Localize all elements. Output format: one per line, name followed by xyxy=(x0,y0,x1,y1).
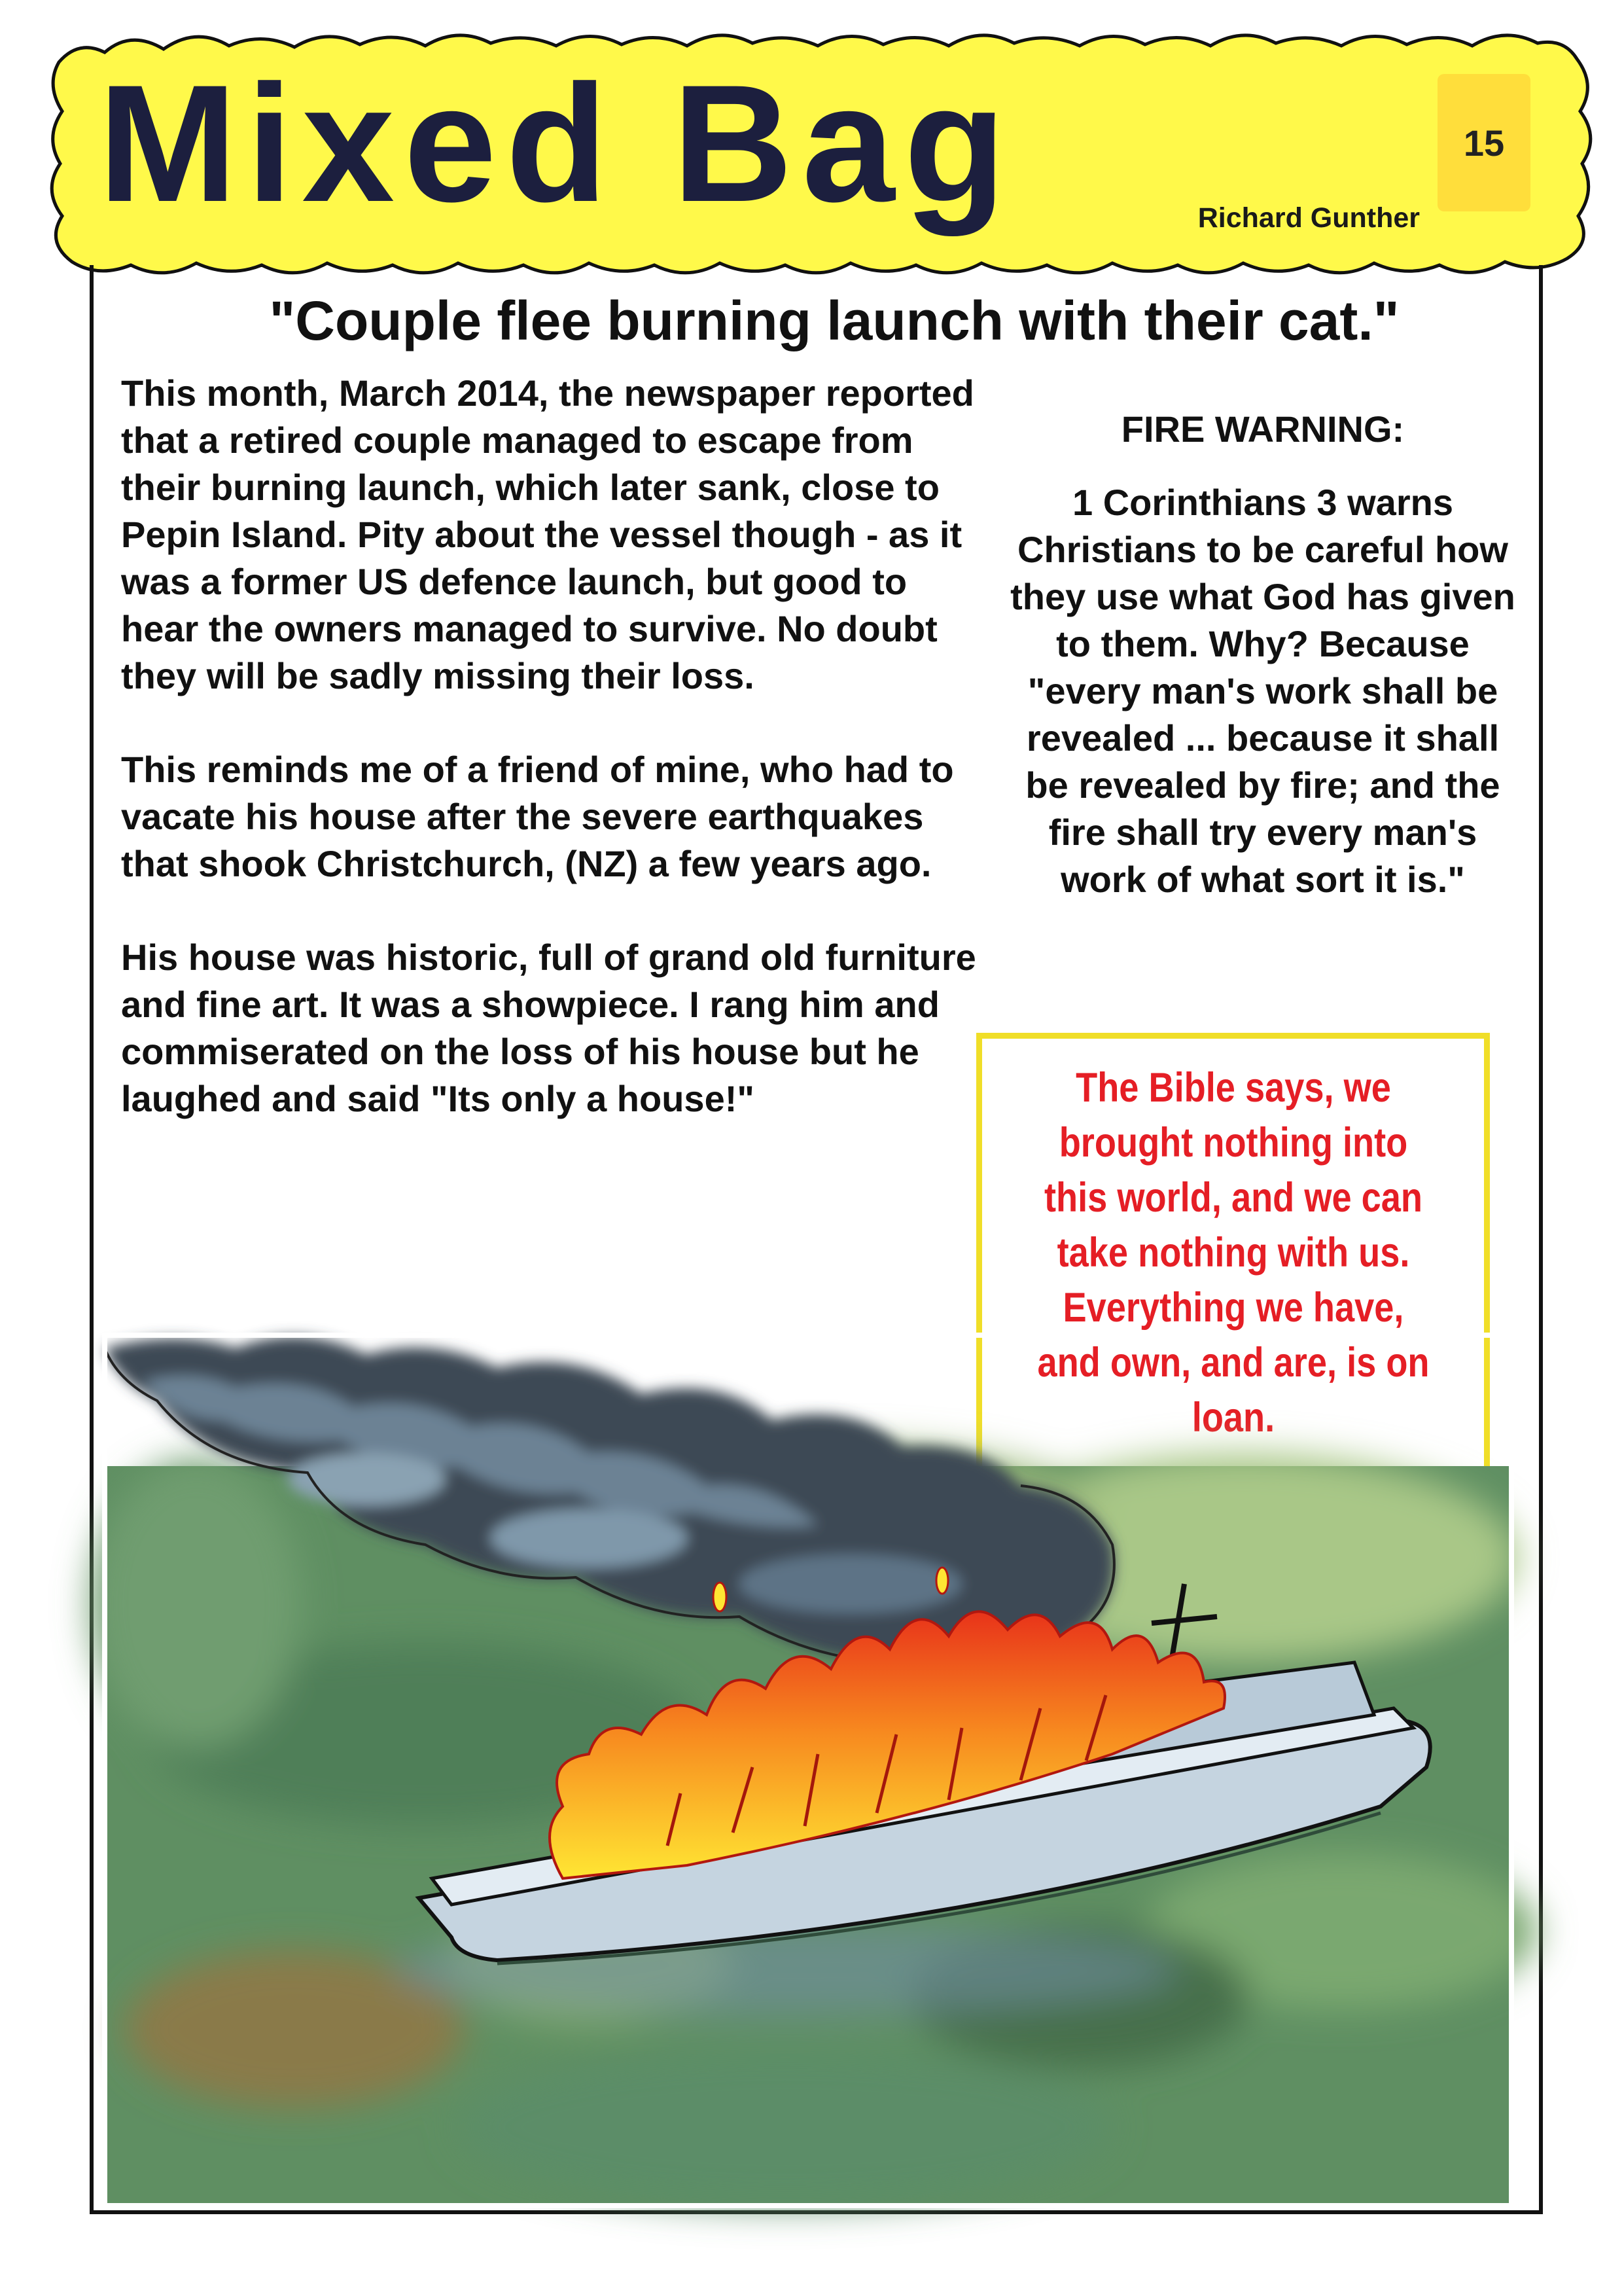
ember xyxy=(936,1568,948,1594)
article-paragraph: This month, March 2014, the newspaper reported that a retired couple managed to escape from their burning launch, which later sank, close to Pepin Island. Pity about the vessel though - as it was a former US defence launch, but good to hear the owners managed to survive. No doubt they will be sadly missing their loss. xyxy=(121,372,974,696)
article-paragraph: His house was historic, full of grand old furniture and fine art. It was a showpiece. I rang him and commiserated on the loss of his house but he laughed and said "Its only a house!" xyxy=(121,937,976,1119)
sidebar-heading: FIRE WARNING: xyxy=(1121,408,1405,450)
ember xyxy=(713,1583,726,1611)
masthead-title: Mixed Bag xyxy=(98,50,1015,237)
article-headline: "Couple flee burning launch with their cat." xyxy=(269,290,1400,351)
sidebar-text: 1 Corinthians 3 warns Christians to be careful how they use what God has given to them. Why? Because "every man's work shall be revealed ... because it shall be revealed by fire; and the fire shall try every man's work of what sort it is." xyxy=(1010,482,1515,900)
author-credit: Richard Gunther xyxy=(1197,202,1420,234)
page-number-badge: 15 xyxy=(1438,74,1530,211)
callout-text: The Bible says, we brought nothing into this world, and we can take nothing with us. Everything we have, and own, and are, is on loan. xyxy=(1036,1065,1430,1441)
article-paragraph: This reminds me of a friend of mine, who had to vacate his house after the severe earthquakes that shook Christchurch, (NZ) a few years ago. xyxy=(121,749,954,884)
